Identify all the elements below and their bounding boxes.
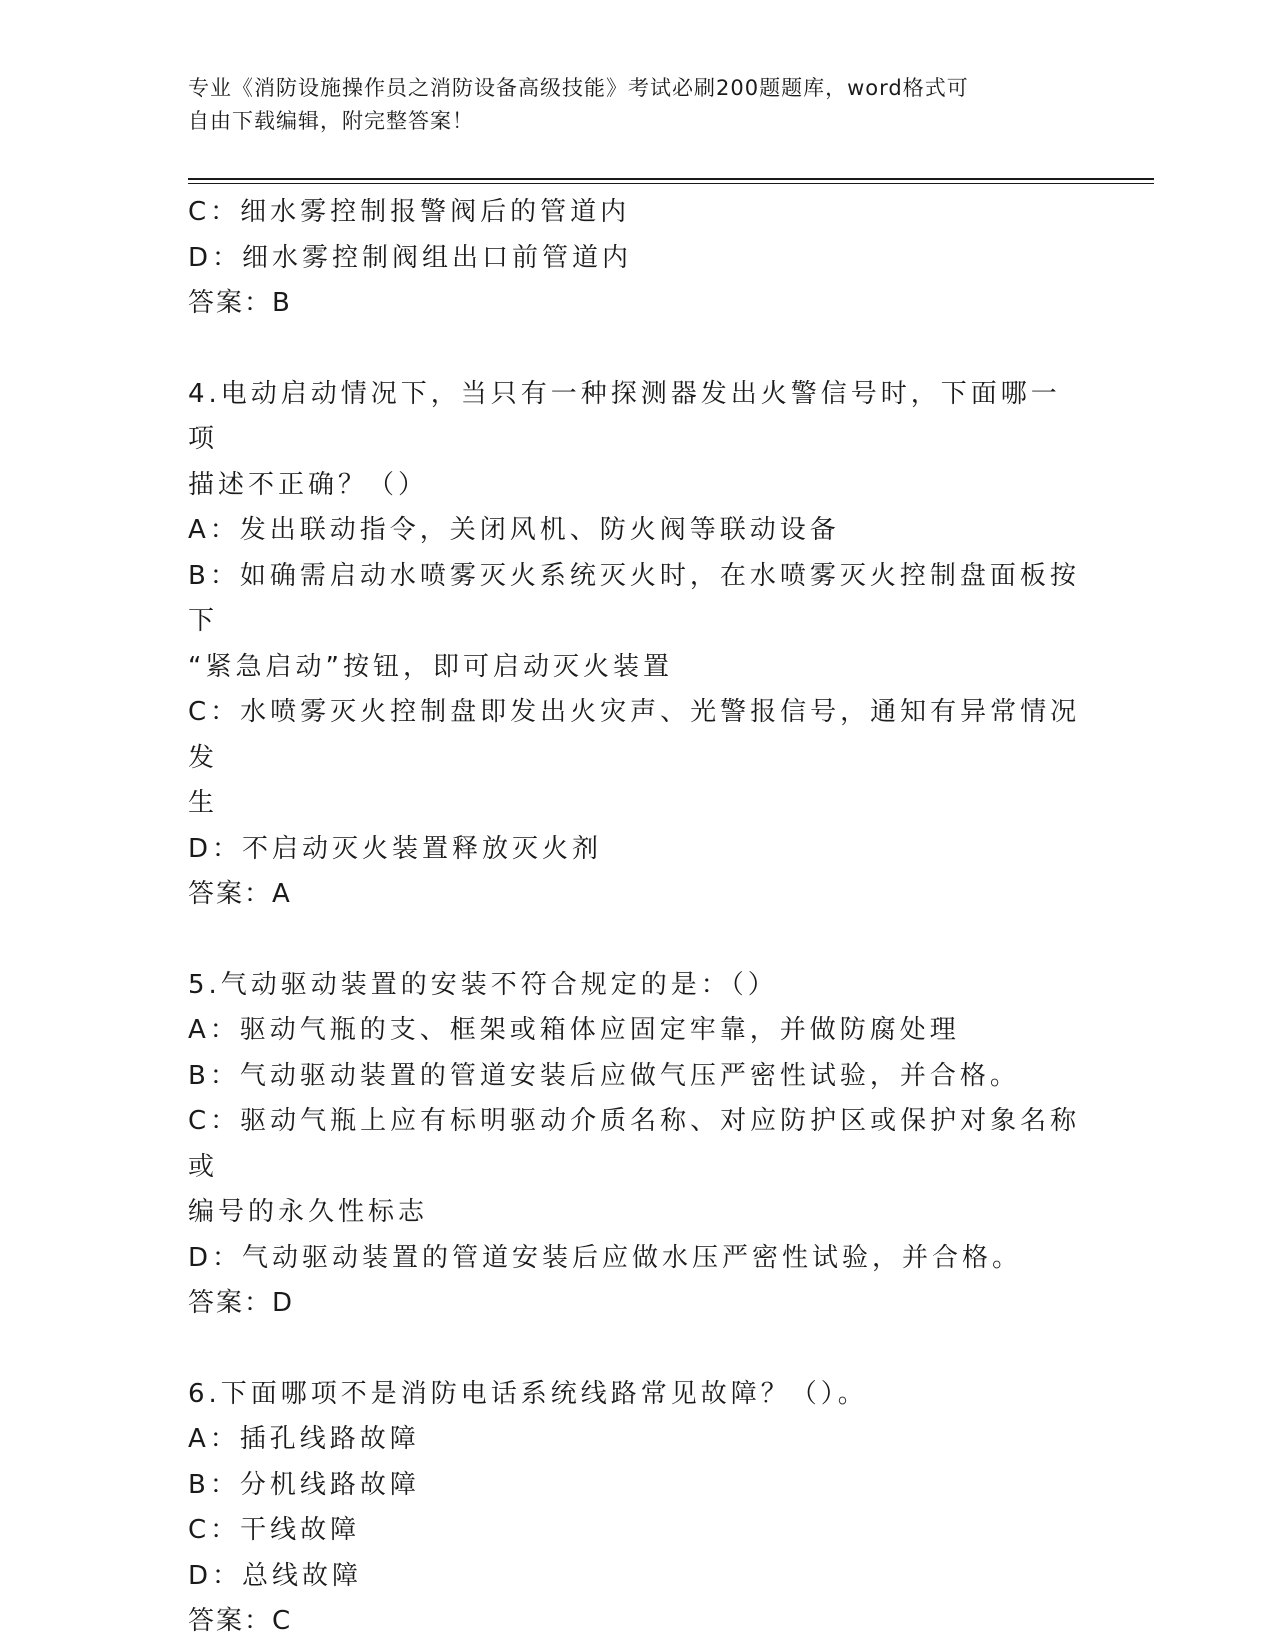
q4-stem-line-2: 描述不正确？（）	[188, 469, 429, 500]
q4-stem-line-1: 4.电动启动情况下，当只有一种探测器发出火警信号时，下面哪一项	[188, 378, 1061, 454]
document-header	[188, 72, 1068, 138]
q4-option-a: A：发出联动指令，关闭风机、防火阀等联动设备	[188, 515, 840, 545]
spacer	[188, 918, 1088, 963]
q4-answer: 答案：A	[188, 879, 292, 909]
q6-answer: 答案：C	[188, 1606, 293, 1636]
header-title-line-2: 自由下载编辑，附完整答案！	[188, 109, 474, 133]
q4-option-c-line-2: 生	[188, 788, 219, 818]
q4-option-b-line-1: B：如确需启动水喷雾灭火系统灭火时，在水喷雾灭火控制盘面板按下	[188, 560, 1080, 636]
question-6	[188, 1372, 1088, 1645]
header-divider-thin	[188, 183, 1154, 184]
q5-answer: 答案：D	[188, 1288, 295, 1318]
q6-option-b: B：分机线路故障	[188, 1469, 420, 1500]
header-divider-thick	[188, 178, 1154, 180]
q6-option-c: C：干线故障	[188, 1515, 361, 1545]
q6-option-a: A：插孔线路故障	[188, 1424, 420, 1454]
q3-answer: 答案：B	[188, 288, 292, 318]
q3-option-c: C：细水雾控制报警阀后的管道内	[188, 197, 631, 227]
q3-option-d: D：细水雾控制阀组出口前管道内	[188, 242, 633, 273]
question-list	[188, 190, 1088, 1645]
q4-option-d: D：不启动灭火装置释放灭火剂	[188, 833, 603, 864]
q5-stem: 5.气动驱动装置的安装不符合规定的是：（）	[188, 969, 778, 1000]
q4-option-b-line-2: “紧急启动”按钮，即可启动灭火装置	[188, 651, 673, 682]
q5-option-a: A：驱动气瓶的支、框架或箱体应固定牢靠，并做防腐处理	[188, 1015, 960, 1045]
q5-option-c-line-1: C：驱动气瓶上应有标明驱动介质名称、对应防护区或保护对象名称或	[188, 1106, 1081, 1182]
q6-option-d: D：总线故障	[188, 1560, 363, 1591]
spacer	[188, 327, 1088, 372]
q5-option-d: D：气动驱动装置的管道安装后应做水压严密性试验，并合格。	[188, 1242, 1023, 1273]
q6-stem: 6.下面哪项不是消防电话系统线路常见故障？（）。	[188, 1378, 868, 1409]
question-3-tail	[188, 190, 1088, 327]
q5-option-c-line-2: 编号的永久性标志	[188, 1197, 429, 1227]
q4-option-c-line-1: C：水喷雾灭火控制盘即发出火灾声、光警报信号，通知有异常情况发	[188, 697, 1081, 773]
q5-option-b: B：气动驱动装置的管道安装后应做气压严密性试验，并合格。	[188, 1060, 1020, 1091]
question-5	[188, 963, 1088, 1327]
spacer	[188, 1327, 1088, 1372]
question-4	[188, 372, 1088, 918]
header-title-line-1: 专业《消防设施操作员之消防设备高级技能》考试必刷200题题库，word格式可	[188, 76, 969, 100]
